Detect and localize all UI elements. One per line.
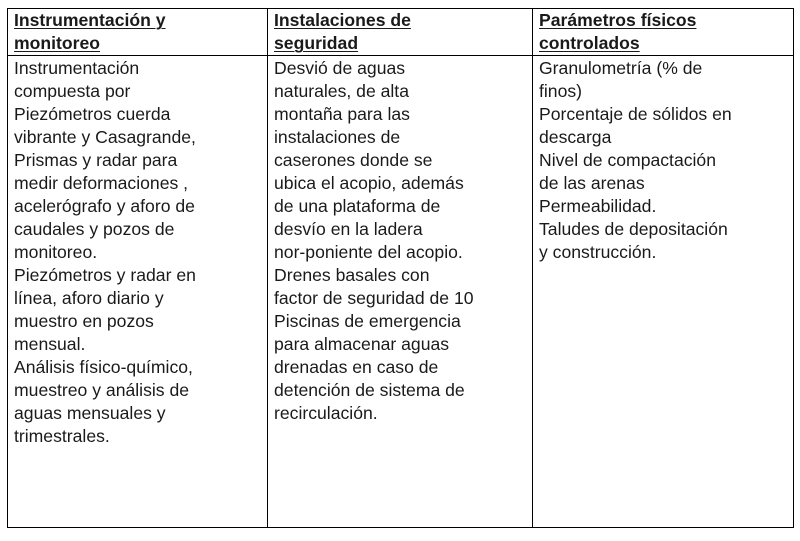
cell-text-line: drenadas en caso de: [274, 357, 439, 377]
cell-text-line: monitoreo.: [14, 242, 98, 262]
cell-text-line: ubica el acopio, además: [274, 173, 464, 193]
cell-text-line: Desvió de aguas: [274, 58, 406, 78]
table-row: [8, 56, 794, 528]
cell-parametros: [533, 56, 794, 528]
header-line: Instrumentación y: [14, 10, 166, 30]
cell-text-line: naturales, de alta: [274, 81, 409, 101]
cell-text-line: muestreo y análisis de: [14, 380, 190, 400]
cell-text-line: mensual.: [14, 334, 86, 354]
cell-text-line: y construcción.: [539, 242, 657, 262]
cell-text-line: compuesta por: [14, 81, 131, 101]
cell-text-line: detención de sistema de: [274, 380, 465, 400]
cell-text-line: caserones donde se: [274, 150, 433, 170]
cell-text-line: Drenes basales con: [274, 265, 430, 285]
cell-text-line: Análisis físico-químico,: [14, 357, 193, 377]
cell-text-line: acelerógrafo y aforo de: [14, 196, 195, 216]
cell-text-line: Taludes de depositación: [539, 219, 728, 239]
cell-text-line: recirculación.: [274, 403, 378, 423]
table-header-row: [8, 9, 794, 56]
cell-instalaciones: [268, 56, 533, 528]
cell-text-line: descarga: [539, 127, 612, 147]
header-line: seguridad: [274, 33, 359, 53]
cell-text-line: nor-poniente del acopio.: [274, 242, 463, 262]
header-line: monitoreo: [14, 33, 101, 53]
cell-text-line: Piscinas de emergencia: [274, 311, 461, 331]
cell-instrumentacion: [8, 56, 268, 528]
cell-text-line: vibrante y Casagrande,: [14, 127, 196, 147]
cell-text-line: Permeabilidad.: [539, 196, 657, 216]
cell-text-line: Instrumentación: [14, 58, 140, 78]
cell-text-line: medir deformaciones ,: [14, 173, 189, 193]
cell-text-line: para almacenar aguas: [274, 334, 450, 354]
cell-text-line: trimestrales.: [14, 426, 110, 446]
cell-text-line: muestro en pozos: [14, 311, 154, 331]
cell-text-line: finos): [539, 81, 583, 101]
cell-text-line: instalaciones de: [274, 127, 401, 147]
cell-text-line: montaña para las: [274, 104, 410, 124]
cell-text-line: factor de seguridad de 10: [274, 288, 474, 308]
cell-text-line: desvío en la ladera: [274, 219, 423, 239]
cell-text-line: Nivel de compactación: [539, 150, 717, 170]
header-line: controlados: [539, 33, 640, 53]
document-table: [7, 8, 794, 528]
cell-text-line: Porcentaje de sólidos en: [539, 104, 732, 124]
cell-text-line: Prismas y radar para: [14, 150, 178, 170]
cell-text-line: de una plataforma de: [274, 196, 441, 216]
cell-text-line: de las arenas: [539, 173, 645, 193]
cell-text-line: Granulometría (% de: [539, 58, 703, 78]
header-parametros: [533, 9, 794, 56]
cell-text-line: aguas mensuales y: [14, 403, 166, 423]
cell-text-line: Piezómetros cuerda: [14, 104, 171, 124]
header-line: Parámetros físicos: [539, 10, 697, 30]
cell-text-line: caudales y pozos de: [14, 219, 175, 239]
cell-text-line: Piezómetros y radar en: [14, 265, 196, 285]
header-line: Instalaciones de: [274, 10, 411, 30]
header-instalaciones: [268, 9, 533, 56]
header-instrumentacion: [8, 9, 268, 56]
cell-text-line: línea, aforo diario y: [14, 288, 164, 308]
